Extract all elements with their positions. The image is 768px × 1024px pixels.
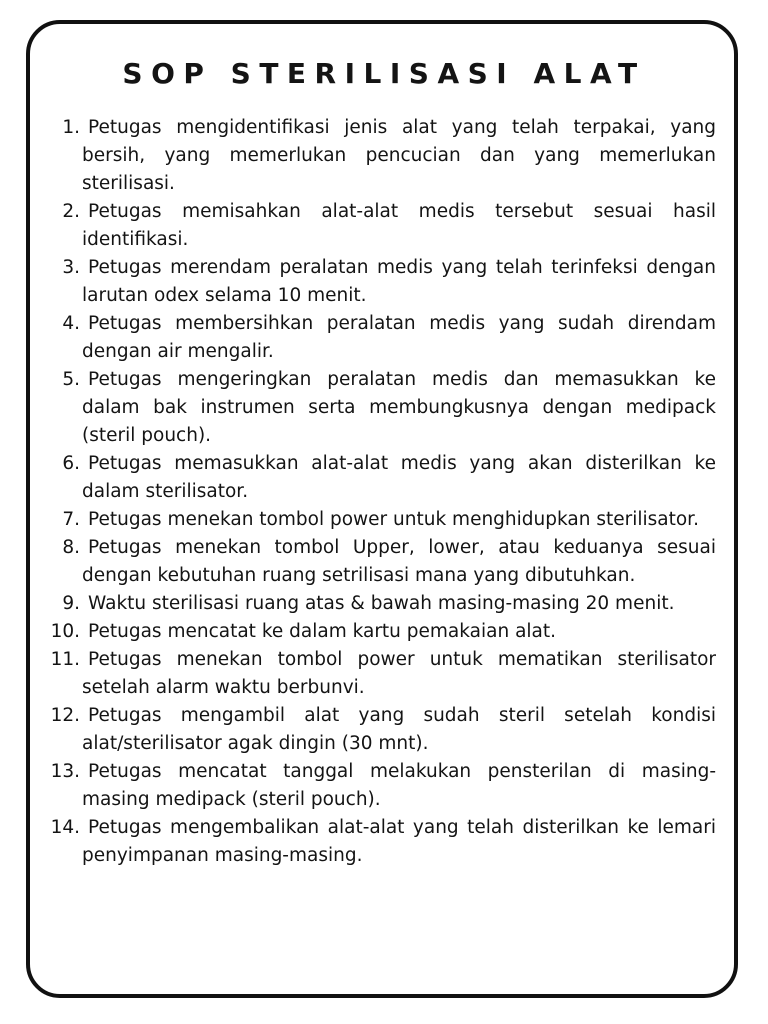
step-number: 12. xyxy=(50,705,80,726)
list-item xyxy=(0,646,768,702)
list-item xyxy=(0,590,768,618)
step-number: 7. xyxy=(62,509,80,530)
list-item xyxy=(0,450,768,506)
step-text: Petugas memisahkan alat-alat medis tersebut sesuai hasil identifikasi. xyxy=(82,201,716,250)
step-text: Petugas membersihkan peralatan medis yang sudah direndam dengan air mengalir. xyxy=(82,313,716,362)
list-item xyxy=(0,534,768,590)
list-item xyxy=(0,114,768,198)
step-text: Petugas menekan tombol power untuk menghidupkan sterilisator. xyxy=(88,509,699,530)
list-item xyxy=(0,254,768,310)
step-text: Petugas mencatat tanggal melakukan pensterilan di masing-masing medipack (steril pouch). xyxy=(82,761,716,810)
step-number: 4. xyxy=(62,313,80,334)
sop-steps-list xyxy=(0,114,768,870)
step-number: 14. xyxy=(50,817,80,838)
step-number: 8. xyxy=(62,537,80,558)
list-item xyxy=(0,758,768,814)
step-number: 5. xyxy=(62,369,80,390)
step-text: Petugas menekan tombol power untuk mematikan sterilisator setelah alarm waktu berbunvi. xyxy=(82,649,716,698)
step-text: Petugas mencatat ke dalam kartu pemakaian alat. xyxy=(88,621,557,642)
step-number: 9. xyxy=(62,593,80,614)
step-number: 10. xyxy=(50,621,80,642)
list-item xyxy=(0,814,768,870)
step-text: Waktu sterilisasi ruang atas & bawah masing-masing 20 menit. xyxy=(88,593,675,614)
step-text: Petugas menekan tombol Upper, lower, atau keduanya sesuai dengan kebutuhan ruang setrilisasi mana yang dibutuhkan. xyxy=(82,537,716,586)
list-item xyxy=(0,506,768,534)
list-item xyxy=(0,702,768,758)
list-item xyxy=(0,618,768,646)
step-text: Petugas mengembalikan alat-alat yang telah disterilkan ke lemari penyimpanan masing-masing. xyxy=(82,817,716,866)
document-title: SOP STERILISASI ALAT xyxy=(122,57,646,90)
step-text: Petugas memasukkan alat-alat medis yang akan disterilkan ke dalam sterilisator. xyxy=(82,453,716,502)
list-item xyxy=(0,198,768,254)
step-number: 2. xyxy=(62,201,80,222)
step-number: 6. xyxy=(62,453,80,474)
step-number: 3. xyxy=(62,257,80,278)
step-number: 11. xyxy=(50,649,80,670)
step-text: Petugas merendam peralatan medis yang telah terinfeksi dengan larutan odex selama 10 menit. xyxy=(82,257,716,306)
step-number: 13. xyxy=(50,761,80,782)
list-item xyxy=(0,366,768,450)
step-number: 1. xyxy=(62,117,80,138)
list-item xyxy=(0,310,768,366)
step-text: Petugas mengambil alat yang sudah steril setelah kondisi alat/sterilisator agak dingin (30 mnt). xyxy=(82,705,716,754)
step-text: Petugas mengidentifikasi jenis alat yang telah terpakai, yang bersih, yang memerlukan pencucian dan yang memerlukan sterilisasi. xyxy=(82,117,716,194)
step-text: Petugas mengeringkan peralatan medis dan memasukkan ke dalam bak instrumen serta membungkusnya dengan medipack (steril pouch). xyxy=(82,369,716,446)
